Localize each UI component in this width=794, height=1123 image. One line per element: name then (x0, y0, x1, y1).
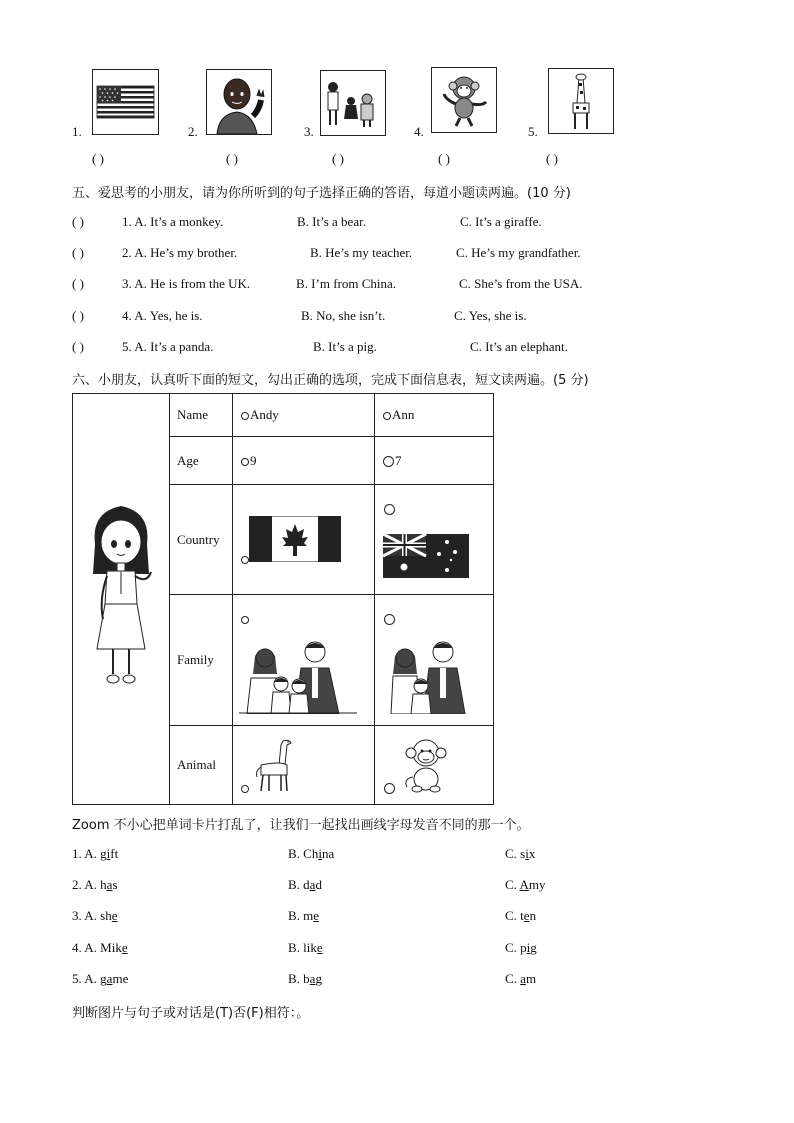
monkey-icon (401, 735, 451, 795)
answer-paren[interactable]: ( ) (332, 151, 344, 166)
family-option-1[interactable] (233, 595, 375, 726)
text-pre: B. lik (288, 940, 317, 955)
text-pre: C. t (505, 908, 524, 923)
item-number: 1. (72, 124, 82, 139)
australia-flag-icon (383, 534, 469, 578)
option-b[interactable]: B. It’s a pig. (313, 339, 377, 354)
phonics-option-b[interactable] (288, 846, 334, 862)
row-label: Name (170, 394, 233, 437)
text-post: g (530, 940, 537, 955)
underlined-letter: i (526, 940, 531, 955)
phonics-heading: Zoom 不小心把单词卡片打乱了，让我们一起找出画线字母发音不同的那一个。 (72, 818, 530, 833)
animal-option-1[interactable] (233, 726, 375, 805)
text-pre: C. (505, 971, 521, 986)
text-pre: B. m (288, 908, 314, 923)
age-option-1-text: 9 (250, 452, 257, 468)
answer-paren[interactable]: ( ) (72, 308, 84, 323)
text-post: x (528, 846, 536, 861)
radio-circle-icon[interactable] (241, 412, 249, 420)
radio-circle-icon[interactable] (384, 504, 395, 515)
option-b[interactable]: B. It’s a bear. (297, 214, 366, 229)
row-label: Animal (170, 726, 233, 805)
answer-paren[interactable]: ( ) (92, 151, 104, 166)
answer-paren[interactable]: ( ) (72, 245, 84, 260)
underlined-letter: i (525, 846, 529, 861)
giraffe-icon (548, 68, 614, 134)
animal-option-2[interactable] (375, 726, 494, 805)
answer-paren[interactable]: ( ) (72, 214, 84, 229)
age-option-2-text: 7 (395, 452, 402, 468)
phonics-option-b[interactable] (288, 908, 319, 924)
info-table (72, 393, 494, 805)
canada-flag-icon (249, 516, 341, 562)
radio-circle-icon[interactable] (241, 616, 249, 624)
country-option-1[interactable] (233, 485, 375, 595)
underlined-letter: e (121, 940, 128, 955)
answer-paren[interactable]: ( ) (72, 339, 84, 354)
phonics-option-b[interactable] (288, 971, 322, 987)
usa-flag-icon (92, 69, 159, 135)
answer-paren[interactable]: ( ) (226, 151, 238, 166)
option-b[interactable]: B. No, she isn’t. (301, 308, 386, 323)
girl-illustration-cell (73, 394, 170, 805)
monkey-icon (431, 67, 497, 133)
text-post: d (315, 877, 322, 892)
underlined-letter: A (519, 877, 529, 892)
option-a[interactable]: 1. A. It’s a monkey. (122, 214, 224, 229)
phonics-option-b[interactable] (288, 940, 323, 956)
radio-circle-icon[interactable] (241, 556, 249, 564)
underlined-letter: e (523, 908, 530, 923)
girl-icon (73, 394, 169, 804)
phonics-option-c[interactable] (505, 908, 536, 924)
text-post: n (529, 908, 537, 923)
row-label: Country (170, 485, 233, 595)
option-c[interactable]: C. It’s a giraffe. (460, 214, 542, 229)
radio-circle-icon[interactable] (384, 783, 395, 794)
underlined-letter: a (106, 877, 113, 892)
option-b[interactable]: B. He’s my teacher. (310, 245, 413, 260)
age-option-1[interactable] (233, 437, 375, 485)
final-instruction: 判断图片与句子或对话是(T)否(F)相符：。 (72, 1006, 310, 1021)
text-post: me (112, 971, 129, 986)
text-pre: 5. A. g (72, 971, 107, 986)
answer-paren[interactable]: ( ) (546, 151, 558, 166)
text-post: na (321, 846, 335, 861)
underlined-letter: a (309, 971, 316, 986)
section6-heading: 六、小朋友，认真听下面的短文，勾出正确的选项，完成下面信息表，短文读两遍。(5 分) (72, 373, 589, 388)
name-option-2[interactable] (375, 394, 494, 437)
phonics-option-c[interactable] (505, 846, 535, 862)
item-number: 4. (414, 124, 424, 139)
radio-circle-icon[interactable] (241, 785, 249, 793)
option-b[interactable]: B. I’m from China. (296, 276, 397, 291)
text-pre: B. d (288, 877, 310, 892)
option-c[interactable]: C. It’s an elephant. (470, 339, 568, 354)
phonics-option-a[interactable] (72, 846, 118, 862)
radio-circle-icon[interactable] (383, 412, 391, 420)
option-a[interactable]: 3. A. He is from the UK. (122, 276, 251, 291)
family-three-icon (383, 638, 475, 714)
name-option-2-text: Ann (392, 407, 415, 422)
text-pre: B. b (288, 971, 310, 986)
underlined-letter: i (318, 846, 322, 861)
radio-circle-icon[interactable] (241, 458, 249, 466)
row-label: Age (170, 437, 233, 485)
boy-waving-icon (206, 69, 272, 135)
underlined-letter: a (520, 971, 526, 986)
item-number: 3. (304, 124, 314, 139)
underlined-letter: i (106, 846, 111, 861)
phonics-option-c[interactable] (505, 971, 536, 987)
option-a[interactable]: 2. A. He’s my brother. (122, 245, 238, 260)
family-option-2[interactable] (375, 595, 494, 726)
phonics-option-a[interactable] (72, 940, 128, 956)
text-post: my (528, 877, 546, 892)
phonics-option-a[interactable] (72, 908, 118, 924)
option-a[interactable]: 5. A. It’s a panda. (122, 339, 214, 354)
text-pre: 1. A. g (72, 846, 107, 861)
underlined-letter: e (313, 908, 320, 923)
age-option-2[interactable] (375, 437, 494, 485)
radio-circle-icon[interactable] (384, 614, 395, 625)
family-five-icon (239, 638, 357, 714)
phonics-option-a[interactable] (72, 971, 128, 987)
text-pre: C. (505, 877, 520, 892)
underlined-letter: a (309, 877, 316, 892)
item-number: 2. (188, 124, 198, 139)
phonics-option-b[interactable] (288, 877, 322, 893)
text-pre: 3. A. sh (72, 908, 112, 923)
family-group-icon (320, 70, 386, 136)
giraffe-icon (251, 735, 301, 795)
phonics-option-c[interactable] (505, 877, 545, 893)
text-pre: 2. A. h (72, 877, 107, 892)
name-option-1-text: Andy (250, 407, 279, 422)
text-pre: C. s (505, 846, 526, 861)
underlined-letter: e (316, 940, 323, 955)
row-label: Family (170, 595, 233, 726)
option-a[interactable]: 4. A. Yes, he is. (122, 308, 203, 323)
option-c[interactable]: C. He’s my grandfather. (456, 245, 581, 260)
radio-circle-icon[interactable] (383, 456, 394, 467)
phonics-option-a[interactable] (72, 877, 118, 893)
name-option-1[interactable] (233, 394, 375, 437)
text-post: s (112, 877, 118, 892)
option-c[interactable]: C. Yes, she is. (454, 308, 527, 323)
underlined-letter: e (111, 908, 118, 923)
text-pre: 4. A. Mik (72, 940, 122, 955)
section5-heading: 五、爱思考的小朋友，请为你所听到的句子选择正确的答语，每道小题读两遍。(10 分) (72, 186, 571, 201)
answer-paren[interactable]: ( ) (438, 151, 450, 166)
answer-paren[interactable]: ( ) (72, 276, 84, 291)
text-pre: B. Ch (288, 846, 319, 861)
phonics-option-c[interactable] (505, 940, 537, 956)
underlined-letter: a (106, 971, 113, 986)
option-c[interactable]: C. She’s from the USA. (459, 276, 583, 291)
item-number: 5. (528, 124, 538, 139)
text-post: m (525, 971, 537, 986)
text-pre: C. p (505, 940, 527, 955)
country-option-2[interactable] (375, 485, 494, 595)
text-post: g (315, 971, 322, 986)
text-post: ft (110, 846, 119, 861)
